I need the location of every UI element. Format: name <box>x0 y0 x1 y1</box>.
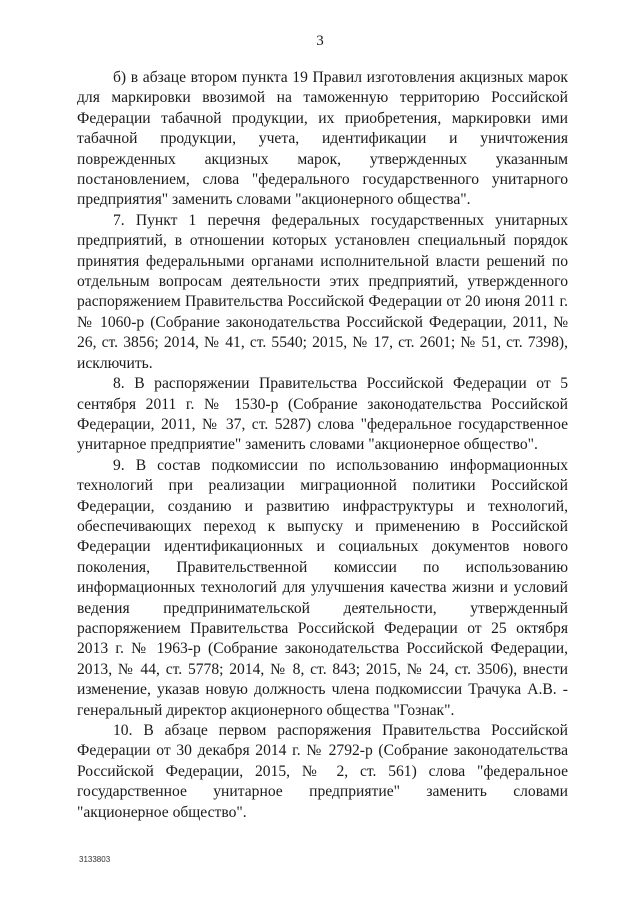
document-code: 3133803 <box>79 855 111 864</box>
page-number: 3 <box>316 33 324 49</box>
paragraph-6b: б) в абзаце втором пункта 19 Правил изготовления акцизных марок для маркировки ввозимой на таможенную территорию Российской Федерации табачной продукции, их приобретения, маркировки ими табачной продукции, учета, идентификации и уничтожения поврежденных акцизных марок, утвержденных указанным постановлением, слова "федерального государственного унитарного предприятия" заменить словами "акционерного общества". <box>77 69 568 209</box>
paragraph-10: 10. В абзаце первом распоряжения Правительства Российской Федерации от 30 декабря 2014 г. № 2792-р (Собрание законодательства Российской Федерации, 2015, № 2, ст. 561) слова "федеральное государственное унитарное предприятие" заменить словами "акционерное общество". <box>77 722 568 821</box>
paragraph-7: 7. Пункт 1 перечня федеральных государственных унитарных предприятий, в отношении которых установлен специальный порядок принятия федеральными органами исполнительной власти решений по отдельным вопросам деятельности этих предприятий, утвержденного распоряжением Правительства Российской Федерации от 20 июня 2011 г. № 1060-р (Собрание законодательства Российской Федерации, 2011, № 26, ст. 3856; 2014, № 41, ст. 5540; 2015, № 17, ст. 2601; № 51, ст. 7398), исключить. <box>77 211 568 372</box>
paragraph-9: 9. В состав подкомиссии по использованию информационных технологий при реализации миграционной политики Российской Федерации, созданию и развитию инфраструктуры и технологий, обеспечивающих переход к выпуску и применению в Российской Федерации идентификационных и социальных документов нового поколения, Правительственной комиссии по использованию информационных технологий для улучшения качества жизни и условий ведения предпринимательской деятельности, утвержденный распоряжением Правительства Российской Федерации от 25 октября 2013 г. № 1963-р (Собрание законодательства Российской Федерации, 2013, № 44, ст. 5778; 2014, № 8, ст. 843; 2015, № 24, ст. 3506), внести изменение, указав новую должность члена подкомиссии Трачука А.В. - генеральный директор акционерного общества "Гознак". <box>77 456 568 719</box>
paragraph-8: 8. В распоряжении Правительства Российской Федерации от 5 сентября 2011 г. № 1530-р (Собрание законодательства Российской Федерации, 2011, № 37, ст. 5287) слова "федеральное государственное унитарное предприятие" заменить словами "акционерное общество". <box>77 375 568 454</box>
document-body <box>77 68 568 823</box>
